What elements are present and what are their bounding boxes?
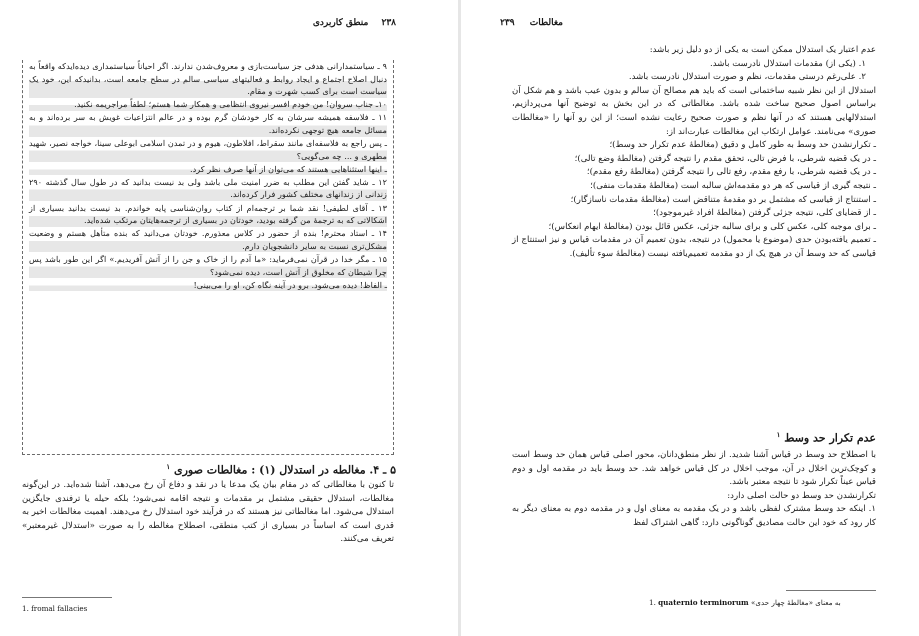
page-header [313,18,396,28]
section-heading: ۵ ـ ۴. مغالطه در استدلال (۱) : مغالطات صوری $^۱$ [166,462,396,477]
fallacy-item: ـ تکرارنشدن حد وسط به طور کامل و دقیق (مغالطهٔ عدم تکرار حد وسط)؛ [609,140,876,151]
footnote-latin-term: quaternio terminorum [658,598,749,607]
page-number: ۲۳۸ [381,18,396,28]
example-item: ۱۲ ـ شاید گفتن این مطلب به ضرر امنیت ملی باشد ولی بد نیست بدانید که در طول سال گذشته ۲۹۰ زندانی از زندانهای مختلف کشور فرار کرده‌اند. [29,176,387,200]
section-body: با اصطلاح حد وسط در قیاس آشنا شدید. از نظر منطق‌دانان، محور اصلی قیاس همان حد وسط است و کوچک‌ترین اخلال در آن، موجب اخلال در کل قیاس خواهد شد. حد وسط باید در مقدمه اول و دوم قیاس عیناً تکرار شود تا نتیجه معتبر باشد. تکرارنشدن حد وسط دو حالت اصلی دارد: ۱. اینکه حد وسط مشترک لفظی باشد و در یک مقدمه به معنای اول و در مقدمه دوم به معنای دیگر به کار رود که خود این حالت مصادیق گوناگونی دارد: گاهی اشتراک لفظ [512,449,876,531]
fallacy-item: ـ نتیجه گیری از قیاسی که هر دو مقدمه‌اش سالبه است (مغالطهٔ مقدمات منفی)؛ [590,180,876,191]
right-page [461,0,919,636]
footnote-number: 1. [649,598,656,607]
footnote-rule [22,597,112,598]
reason-item: ۱. (یکی از) مقدمات استدلال نادرست باشد. [710,58,866,69]
section-heading: عدم تکرار حد وسط $^۱$ [776,430,876,445]
example-item: ۱۰ـ جناب سروان! من خودم افسر نیروی انتظامی و همکار شما هستم؛ لطفاً مراجریمه نکنید. [29,98,387,111]
running-title: مغالطات [529,18,563,28]
fallacy-item: ـ استنتاج از قیاسی که مشتمل بر دو مقدمهٔ متناقض است (مغالطهٔ مقدمات ناسازگار)؛ [570,194,876,205]
fallacy-item: ـ برای موجبه کلی، عکس کلی و برای سالبه جزئی، عکس قائل بودن (مغالطهٔ ایهام انعکاس)؛ [548,221,876,232]
running-title: منطق کاربردی [312,18,369,28]
footnote-persian: به معنای «مغالطهٔ چهار حدی» [750,598,841,607]
example-item: ۱۳ ـ آقای لطیفی! نقد شما بر ترجمه‌ام از کتاب روان‌شناسی پایه خواندم. بد نیست بدانید بسیاری از اشکالاتی که به ترجمهٔ من گرفته بودید، خودتان در بسیاری از ترجمه‌هایتان مرتکب شده‌اید. [29,202,387,226]
page-number: ۲۳۹ [500,18,515,28]
footnote: 1. fromal fallacies [22,604,88,613]
example-item: ـ پس راجع به فلاسفه‌ای مانند سقراط، افلاطون، هیوم و در تمدن اسلامی ابوعلی سینا، خواجه نصیر، شهید مطهری و ... چه می‌گویی؟ [29,138,387,161]
example-item: ـ اینها استثناهایی هستند که می‌توان از آنها صرف نظر کرد. [29,163,387,176]
footnote-marker: ۱ [776,430,781,439]
example-item: ـ الفاظ! دیده می‌شود. برو در آینه نگاه کن، او را می‌بینی! [29,279,387,292]
footnote-marker: ۱ [166,462,171,471]
fallacy-item: ـ در یک قضیه شرطی، با رفع مقدم، رفع تالی را نتیجه گرفتن (مغالطهٔ رفع مقدم)؛ [586,167,876,178]
footnote-rule [786,590,876,591]
example-item: ۱۵ ـ مگر خدا در قرآن نمی‌فرماید: «ما آدم را از خاک و جن را از آتش آفریدیم.» اگر این طور باشد پس چرا شیطان که مخلوق از آتش است، دیده نمی‌شود؟ [29,253,387,277]
body-paragraph: استدلال از این نظر شبیه ساختمانی است که باید هم مصالح آن سالم و بدون عیب باشد و هم شکل آن براساس اصول صحیح ساخت شده باشد. مغالطاتی که در این بخش به توضیح آنها می‌پردازیم، استدلالهایی هستند که در آنها نظم و صورت صحیح رعایت نشده است؛ از این رو آنها را «مغالطات صوری» می‌نامند. عوامل ارتکاب این مغالطات عبارت‌اند از: [512,85,876,137]
case-item: ۱. اینکه حد وسط مشترک لفظی باشد و در یک مقدمه به معنای اول و در مقدمه دوم به معنای دیگر به کار رود که خود این حالت مصادیق گوناگونی دارد: گاهی اشتراک لفظ [512,504,876,528]
intro-text: عدم اعتبار یک استدلال ممکن است به یکی از دو دلیل زیر باشد: [649,45,876,55]
section-body: تا کنون با مغالطاتی که در مقام بیان یک مدعا یا در نقد و دفاع آن رخ می‌دهد، آشنا شده‌اید. در این‌گونه مغالطات، استدلال حقیقی مشتمل بر مقدمات و نتیجه اقامه نمی‌شود؛ بلکه حیله یا ترفندی جایگزین استدلال می‌شود. اما مغالطاتی نیز هستند که در فرآیند خود استدلال رخ می‌دهند. اهمیت مغالطات اخیر به قدری است که اساساً در بسیاری از کتب منطقی، اصطلاح مغالطه را به صورت «استدلال غیرمعتبر» تعریف می‌کنند. [22,480,394,545]
intro-block [512,44,876,262]
example-item: ۹ ـ سیاستمدارانی هدفی جز سیاست‌بازی و معروف‌شدن ندارند. اگر احیاناً سیاستمداری دیده‌ایدکه واقعاً به دنبال اصلاح اجتماع و ایجاد روابط و فعالیتهای سیاسی سالم در سطح جامعه است، بدانیدکه این، خود یک سیاست است برای کسب شهرت و مقام. [29,61,387,97]
reason-item: ۲. علی‌رغم درستی مقدمات، نظم و صورت استدلال نادرست باشد. [628,72,866,83]
fallacy-item: ـ تعمیم یافته‌بودن حدی (موضوع یا محمول) در نتیجه، بدون تعمیم آن در مقدمات قیاس و نیز استنتاج از قیاسی که حد وسط آن در هیچ یک از دو مقدمه تعمیم‌یافته نیست (مغالطهٔ سوء تألیف). [512,235,876,259]
example-item: ۱۴ ـ استاد محترم! بنده از حضور در کلاس معذورم. خودتان می‌دانید که بنده متأهل هستم و وضعیت مشکل‌تری نسبت به سایر دانشجویان دارم. [29,228,387,251]
footnote [649,598,841,607]
fallacy-item: ـ از قضایای کلی، نتیجه جزئی گرفتن (مغالطهٔ افراد غیرموجود)؛ [653,208,876,219]
sub-heading: تکرارنشدن حد وسط دو حالت اصلی دارد: [727,490,876,501]
example-item: ۱۱ ـ فلاسفه همیشه سرشان به کار خودشان گرم بوده و در عالم انتزاعیات غویش به سر برده‌اند و به مسائل جامعه هیچ توجهی نکرده‌اند. [29,112,387,135]
left-page [0,0,458,636]
examples-box [22,60,394,455]
page-header [500,18,563,28]
fallacy-item: ـ در یک قضیه شرطی، با فرض تالی، تحقق مقدم را نتیجه گرفتن (مغالطهٔ وضع تالی)؛ [574,153,876,164]
